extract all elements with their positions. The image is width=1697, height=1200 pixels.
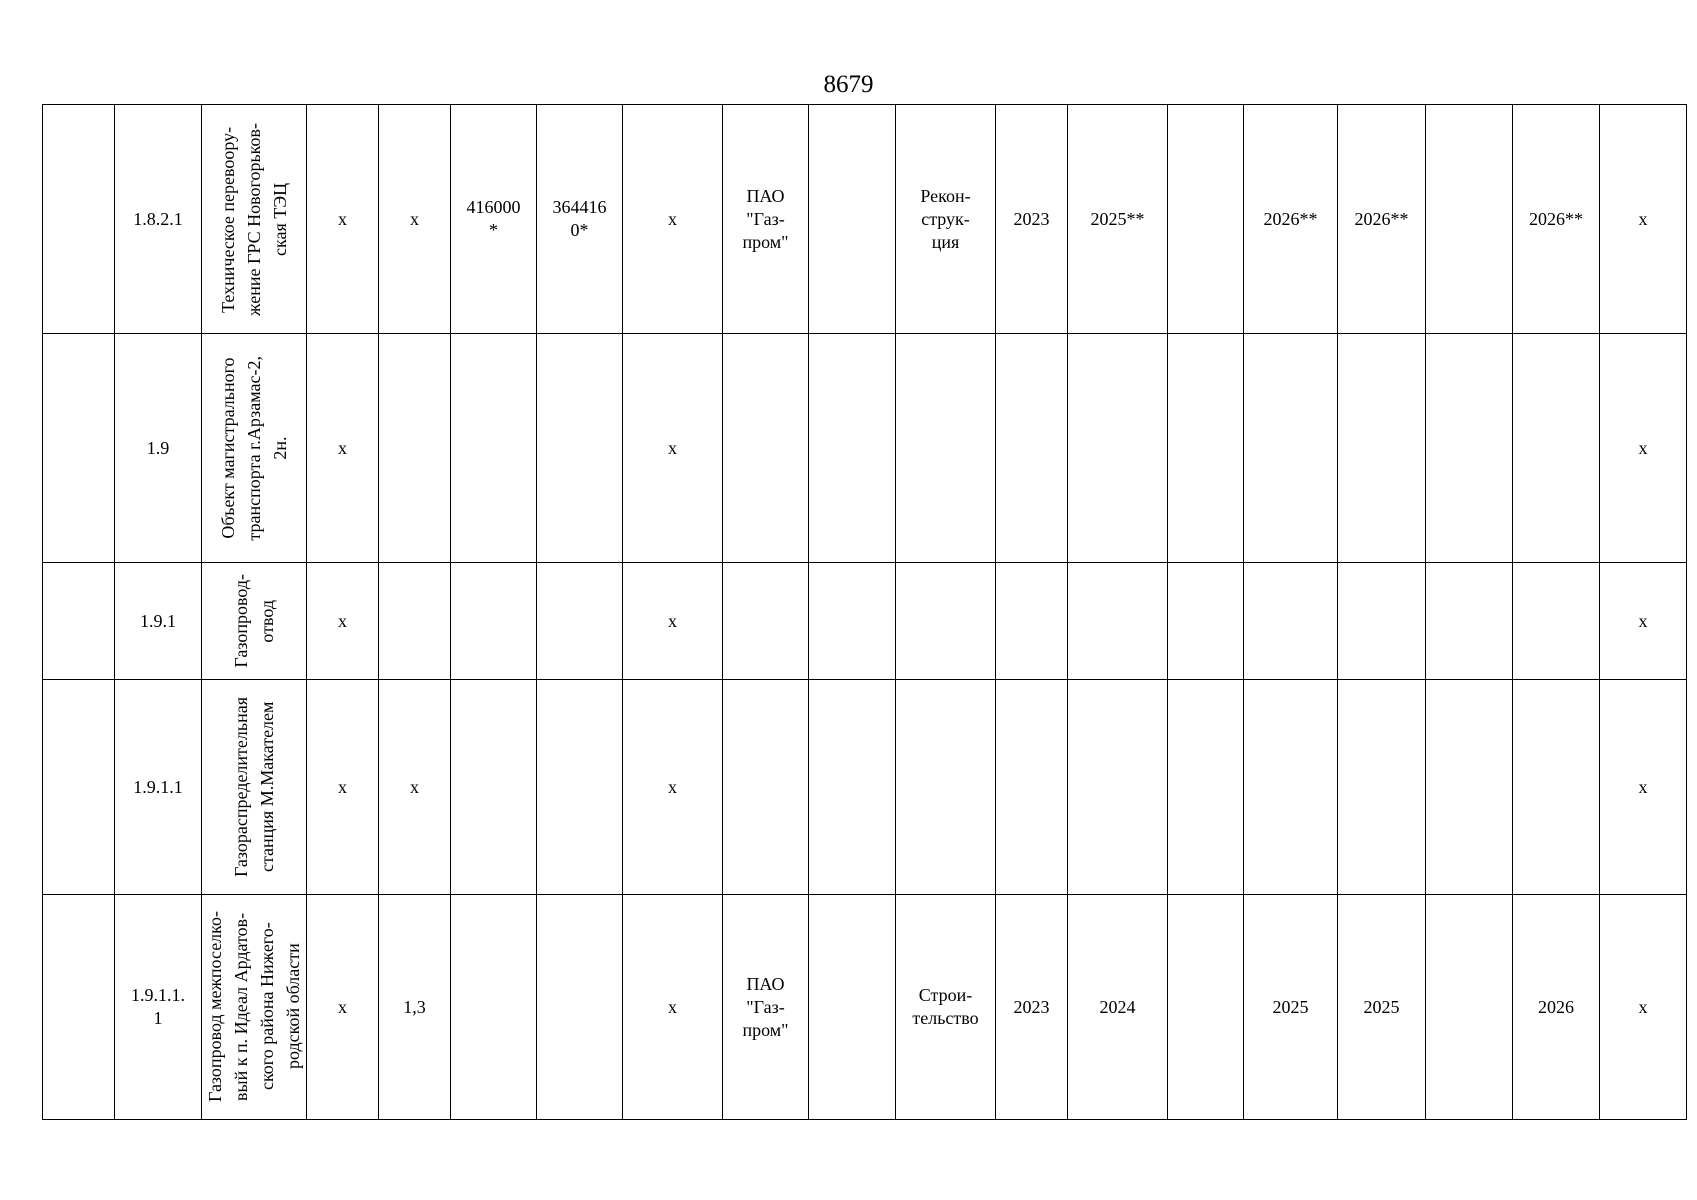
object-name: Газопровод межпоселко- вый к п. Идеал Ардатов- ского района Нижего- родской области bbox=[205, 911, 303, 1103]
cell-c7 bbox=[809, 105, 896, 334]
cell-y1: 2023 bbox=[996, 105, 1068, 334]
item-number-cell: 1.9.1.1 bbox=[115, 680, 202, 895]
cell-c2: 1,3 bbox=[379, 895, 451, 1120]
item-number-cell: 1.9.1 bbox=[115, 563, 202, 680]
cell-c7 bbox=[809, 334, 896, 563]
cell-c4 bbox=[537, 334, 623, 563]
cell-y5 bbox=[1513, 334, 1600, 563]
cell-y4 bbox=[1338, 563, 1426, 680]
table-row bbox=[43, 895, 1687, 1120]
cell-c1: x bbox=[307, 680, 379, 895]
cell-owner: ПАО "Газ- пром" bbox=[723, 105, 809, 334]
object-name-cell bbox=[202, 563, 307, 680]
item-number-cell: 1.9.1.1. 1 bbox=[115, 895, 202, 1120]
cell-c4 bbox=[537, 563, 623, 680]
cell-owner bbox=[723, 680, 809, 895]
cell-c4 bbox=[537, 680, 623, 895]
cell-y3: 2025 bbox=[1244, 895, 1338, 1120]
cell-y2: 2024 bbox=[1068, 895, 1168, 1120]
cell-work: Строи- тельство bbox=[896, 895, 996, 1120]
object-name: Газопровод- отвод bbox=[231, 574, 277, 668]
cell-y5 bbox=[1513, 563, 1600, 680]
cell-c5: x bbox=[623, 105, 723, 334]
cell-c3 bbox=[451, 563, 537, 680]
cell-c5: x bbox=[623, 563, 723, 680]
cell-y3 bbox=[1244, 334, 1338, 563]
cell-work: Рекон- струк- ция bbox=[896, 105, 996, 334]
cell-work bbox=[896, 334, 996, 563]
object-name: Техническое перевоору- жение ГРС Новогорьков- ская ТЭЦ bbox=[218, 122, 290, 316]
cell-c5: x bbox=[623, 334, 723, 563]
cell-c2 bbox=[379, 563, 451, 680]
object-name-cell bbox=[202, 895, 307, 1120]
blank-cell bbox=[43, 334, 115, 563]
cell-owner: ПАО "Газ- пром" bbox=[723, 895, 809, 1120]
cell-c5: x bbox=[623, 895, 723, 1120]
object-name-cell bbox=[202, 105, 307, 334]
cell-c14 bbox=[1426, 680, 1513, 895]
object-name: Объект магистрального транспорта г.Арзамас-2, 2н. bbox=[218, 355, 290, 541]
document-table bbox=[42, 104, 1687, 1120]
cell-y4: 2026** bbox=[1338, 105, 1426, 334]
cell-c2: x bbox=[379, 680, 451, 895]
item-number-cell: 1.9 bbox=[115, 334, 202, 563]
cell-c11 bbox=[1168, 334, 1244, 563]
page-number: 8679 bbox=[823, 71, 874, 98]
cell-y2 bbox=[1068, 680, 1168, 895]
cell-c1: x bbox=[307, 563, 379, 680]
cell-c1: x bbox=[307, 334, 379, 563]
cell-c14 bbox=[1426, 105, 1513, 334]
blank-cell bbox=[43, 680, 115, 895]
table-row bbox=[43, 680, 1687, 895]
cell-c16: x bbox=[1600, 895, 1687, 1120]
cell-y3: 2026** bbox=[1244, 105, 1338, 334]
cell-y4 bbox=[1338, 680, 1426, 895]
cell-y4 bbox=[1338, 334, 1426, 563]
cell-c14 bbox=[1426, 895, 1513, 1120]
cell-c1: x bbox=[307, 105, 379, 334]
cell-owner bbox=[723, 334, 809, 563]
cell-c16: x bbox=[1600, 680, 1687, 895]
cell-c11 bbox=[1168, 895, 1244, 1120]
cell-work bbox=[896, 680, 996, 895]
cell-c7 bbox=[809, 895, 896, 1120]
cell-c3 bbox=[451, 680, 537, 895]
cell-c7 bbox=[809, 563, 896, 680]
cell-y1 bbox=[996, 563, 1068, 680]
cell-c14 bbox=[1426, 563, 1513, 680]
cell-y5: 2026** bbox=[1513, 105, 1600, 334]
cell-y1 bbox=[996, 680, 1068, 895]
blank-cell bbox=[43, 105, 115, 334]
object-name: Газораспределительная станция М.Макателем bbox=[231, 696, 277, 878]
cell-y3 bbox=[1244, 680, 1338, 895]
cell-y2 bbox=[1068, 563, 1168, 680]
cell-c3: 416000 * bbox=[451, 105, 537, 334]
cell-c2: x bbox=[379, 105, 451, 334]
cell-c4 bbox=[537, 895, 623, 1120]
blank-cell bbox=[43, 895, 115, 1120]
cell-c5: x bbox=[623, 680, 723, 895]
cell-c16: x bbox=[1600, 105, 1687, 334]
table-row bbox=[43, 563, 1687, 680]
cell-y4: 2025 bbox=[1338, 895, 1426, 1120]
cell-y3 bbox=[1244, 563, 1338, 680]
cell-owner bbox=[723, 563, 809, 680]
object-name-cell bbox=[202, 680, 307, 895]
cell-c7 bbox=[809, 680, 896, 895]
cell-c4: 364416 0* bbox=[537, 105, 623, 334]
cell-c16: x bbox=[1600, 563, 1687, 680]
blank-cell bbox=[43, 563, 115, 680]
cell-c14 bbox=[1426, 334, 1513, 563]
cell-y1: 2023 bbox=[996, 895, 1068, 1120]
table-row bbox=[43, 334, 1687, 563]
cell-y5 bbox=[1513, 680, 1600, 895]
cell-c11 bbox=[1168, 105, 1244, 334]
cell-c16: x bbox=[1600, 334, 1687, 563]
cell-c1: x bbox=[307, 895, 379, 1120]
object-name-cell bbox=[202, 334, 307, 563]
cell-c11 bbox=[1168, 680, 1244, 895]
cell-y2 bbox=[1068, 334, 1168, 563]
cell-c3 bbox=[451, 334, 537, 563]
table-row bbox=[43, 105, 1687, 334]
cell-y5: 2026 bbox=[1513, 895, 1600, 1120]
cell-c11 bbox=[1168, 563, 1244, 680]
cell-y1 bbox=[996, 334, 1068, 563]
cell-c3 bbox=[451, 895, 537, 1120]
item-number-cell: 1.8.2.1 bbox=[115, 105, 202, 334]
cell-c2 bbox=[379, 334, 451, 563]
cell-work bbox=[896, 563, 996, 680]
cell-y2: 2025** bbox=[1068, 105, 1168, 334]
